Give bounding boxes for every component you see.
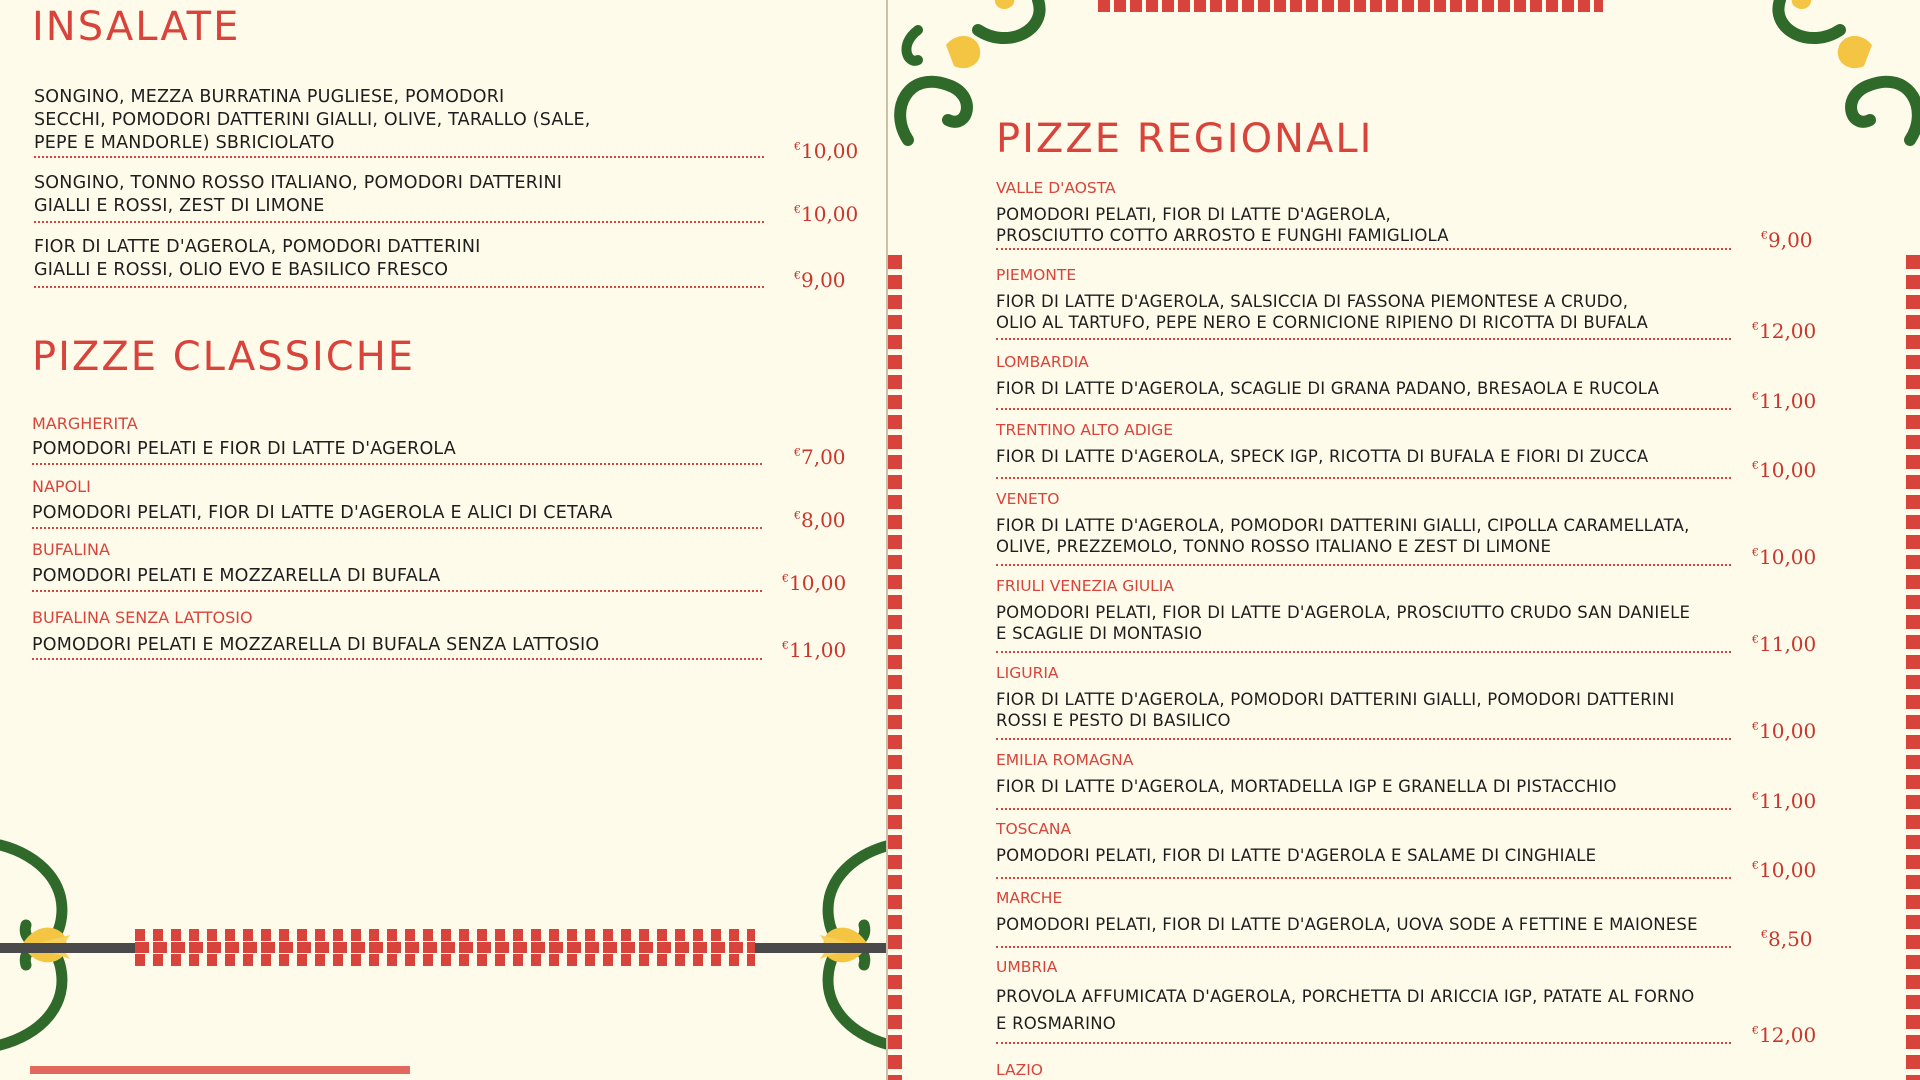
item-description: POMODORI PELATI, FIOR DI LATTE D'AGEROLA, UOVA SODE A FETTINE E MAIONESE	[996, 915, 1698, 934]
item-description: FIOR DI LATTE D'AGEROLA, POMODORI DATTERINI GIALLI, CIPOLLA CARAMELLATA, OLIVE, PREZZEMOLO, TONNO ROSSO ITALIANO E ZEST DI LIMONE	[996, 516, 1690, 556]
dotted-separator	[32, 658, 762, 660]
item-price: €9,00	[1761, 228, 1813, 252]
item-description: SONGINO, TONNO ROSSO ITALIANO, POMODORI DATTERINI GIALLI E ROSSI, ZEST DI LIMONE	[34, 173, 563, 216]
item-description: FIOR DI LATTE D'AGEROLA, POMODORI DATTERINI GIALLI, POMODORI DATTERINI ROSSI E PESTO DI BASILICO	[996, 690, 1675, 730]
dotted-separator	[996, 738, 1731, 740]
item-name: LAZIO	[996, 1061, 1043, 1079]
item-description: PROVOLA AFFUMICATA D'AGEROLA, PORCHETTA DI ARICCIA IGP, PATATE AL FORNO E ROSMARINO	[996, 987, 1695, 1033]
section-title-pizze-classiche: PIZZE CLASSICHE	[32, 334, 416, 380]
section-title-insalate: INSALATE	[32, 4, 241, 50]
item-name: TOSCANA	[996, 820, 1072, 838]
cropped-next-section-title	[30, 1066, 410, 1080]
item-description: POMODORI PELATI, FIOR DI LATTE D'AGEROLA E ALICI DI CETARA	[32, 503, 613, 523]
item-description: FIOR DI LATTE D'AGEROLA, SCAGLIE DI GRANA PADANO, BRESAOLA E RUCOLA	[996, 379, 1660, 398]
item-name: EMILIA ROMAGNA	[996, 751, 1134, 769]
item-price: €12,00	[1752, 1023, 1817, 1047]
floral-corner-ornament-top-right	[1758, 0, 1920, 170]
decorative-border-teeth	[135, 929, 755, 941]
item-name: UMBRIA	[996, 958, 1058, 976]
item-description: POMODORI PELATI, FIOR DI LATTE D'AGEROLA E SALAME DI CINGHIALE	[996, 846, 1597, 865]
item-description: FIOR DI LATTE D'AGEROLA, MORTADELLA IGP E GRANELLA DI PISTACCHIO	[996, 777, 1617, 796]
item-price: €10,00	[794, 202, 859, 226]
item-price: €11,00	[1752, 389, 1817, 413]
item-price: €10,00	[1752, 545, 1817, 569]
item-description: FIOR DI LATTE D'AGEROLA, POMODORI DATTERINI GIALLI E ROSSI, OLIO EVO E BASILICO FRESCO	[34, 237, 481, 280]
item-name: BUFALINA	[32, 540, 110, 559]
item-name: MARCHE	[996, 889, 1063, 907]
dotted-separator	[996, 564, 1731, 566]
item-price: €8,50	[1761, 927, 1813, 951]
item-name: BUFALINA SENZA LATTOSIO	[32, 608, 253, 627]
item-name: LIGURIA	[996, 664, 1059, 682]
item-price: €11,00	[782, 638, 847, 662]
dotted-separator	[996, 338, 1731, 340]
item-description: FIOR DI LATTE D'AGEROLA, SALSICCIA DI FASSONA PIEMONTESE A CRUDO, OLIO AL TARTUFO, PEPE NERO E CORNICIONE RIPIENO DI RICOTTA DI BUFALA	[996, 292, 1649, 332]
dotted-separator	[32, 590, 762, 592]
dotted-separator	[996, 651, 1731, 653]
dotted-separator	[34, 156, 764, 158]
item-name: NAPOLI	[32, 477, 91, 496]
dotted-separator	[996, 946, 1731, 948]
item-price: €11,00	[1752, 632, 1817, 656]
item-price: €11,00	[1752, 789, 1817, 813]
item-description: POMODORI PELATI E MOZZARELLA DI BUFALA	[32, 566, 441, 586]
item-name: MARGHERITA	[32, 414, 138, 433]
item-name: VENETO	[996, 490, 1060, 508]
dotted-separator	[996, 477, 1731, 479]
item-price: €10,00	[1752, 719, 1817, 743]
item-name: VALLE D'AOSTA	[996, 179, 1116, 197]
decorative-border-right	[1906, 255, 1920, 1080]
item-description: POMODORI PELATI E MOZZARELLA DI BUFALA SENZA LATTOSIO	[32, 635, 600, 655]
item-description: FIOR DI LATTE D'AGEROLA, SPECK IGP, RICOTTA DI BUFALA E FIORI DI ZUCCA	[996, 447, 1649, 466]
item-price: €10,00	[1752, 458, 1817, 482]
item-price: €7,00	[794, 445, 846, 469]
item-price: €12,00	[1752, 319, 1817, 343]
item-description: POMODORI PELATI, FIOR DI LATTE D'AGEROLA, PROSCIUTTO COTTO ARROSTO E FUNGHI FAMIGLIOLA	[996, 205, 1449, 245]
decorative-border-top	[1098, 0, 1603, 12]
item-name: FRIULI VENEZIA GIULIA	[996, 577, 1174, 595]
dotted-separator	[34, 286, 764, 288]
item-price: €9,00	[794, 268, 846, 292]
section-title-pizze-regionali: PIZZE REGIONALI	[996, 116, 1374, 162]
dotted-separator	[32, 463, 762, 465]
item-name: TRENTINO ALTO ADIGE	[996, 421, 1174, 439]
dotted-separator	[34, 221, 764, 223]
left-menu-page	[0, 0, 888, 1080]
dotted-separator	[996, 248, 1731, 250]
item-name: LOMBARDIA	[996, 353, 1089, 371]
dotted-separator	[996, 408, 1731, 410]
dotted-separator	[996, 877, 1731, 879]
item-description: SONGINO, MEZZA BURRATINA PUGLIESE, POMODORI SECCHI, POMODORI DATTERINI GIALLI, OLIVE, TARALLO (SALE, PEPE E MANDORLE) SBRICIOLATO	[34, 87, 591, 153]
item-description: POMODORI PELATI, FIOR DI LATTE D'AGEROLA, PROSCIUTTO CRUDO SAN DANIELE E SCAGLIE DI MONTASIO	[996, 603, 1691, 643]
item-price: €10,00	[1752, 858, 1817, 882]
dotted-separator	[996, 808, 1731, 810]
decorative-border-left	[888, 255, 902, 1080]
decorative-border-teeth	[135, 954, 755, 966]
dotted-separator	[32, 527, 762, 529]
item-price: €8,00	[794, 508, 846, 532]
item-price: €10,00	[782, 571, 847, 595]
right-menu-page	[888, 0, 1920, 1080]
item-price: €10,00	[794, 139, 859, 163]
item-description: POMODORI PELATI E FIOR DI LATTE D'AGEROLA	[32, 439, 456, 459]
item-name: PIEMONTE	[996, 266, 1077, 284]
dotted-separator	[996, 1042, 1731, 1044]
